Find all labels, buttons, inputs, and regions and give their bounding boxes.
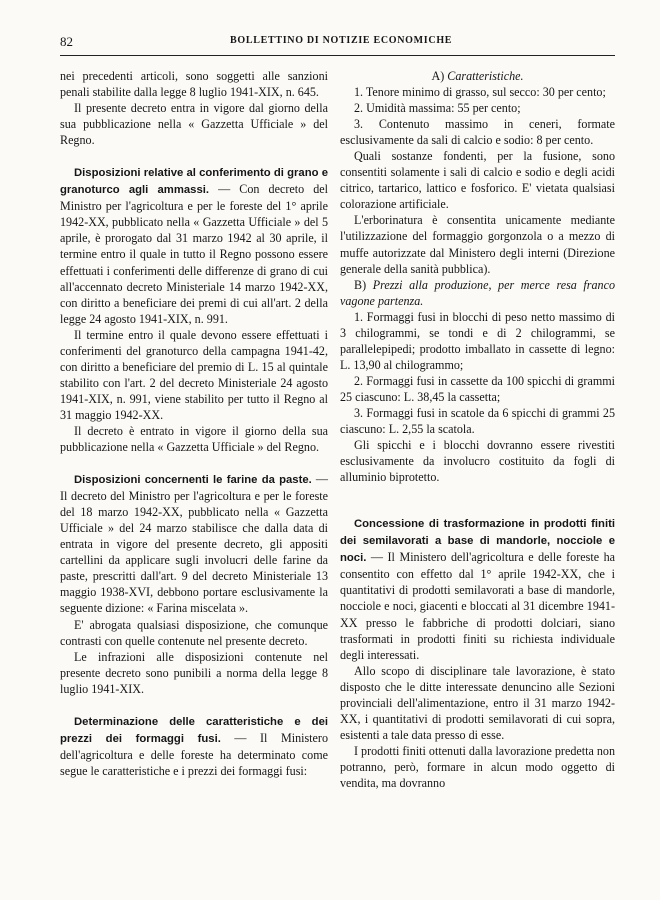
section-text: — Il Ministero dell'agricoltura e delle foreste ha consentito con effetto dal 1° aprile 1942-XX, che i quantitativi di prodotti semilavorati a base di mandorle, nocciole e noci, giacenti e bloccati al 31 dicembre 1941-XX presso le fabbriche di prodotti dolciari, siano trasformati in prodotti finiti su richiesta individuale degli interessati. xyxy=(340,550,615,662)
left-column xyxy=(60,68,328,779)
page-number: 82 xyxy=(60,34,73,49)
paragraph: L'erborinatura è consentita unicamente mediante l'utilizzazione del formaggio gorgonzola o a mezzo di muffe autorizzate dal Ministero degli interni (Direzione generale della sanità pubblica). xyxy=(340,213,615,276)
subheading-label: A) xyxy=(431,69,448,83)
section-grano xyxy=(60,164,328,326)
list-item: 2. Umidità massima: 55 per cento; xyxy=(354,101,521,116)
paragraph: Quali sostanze fondenti, per la fusione, sono consentiti solamente i sali di calcio e sodio e degli acidi citrico, tartarico, lattico e fosforico. E' vietata qualsiasi colorazione artificiale. xyxy=(340,149,615,212)
list-item: 1. Tenore minimo di grasso, sul secco: 30 per cento; xyxy=(354,85,606,100)
running-title: BOLLETTINO DI NOTIZIE ECONOMICHE xyxy=(230,35,453,46)
section-title: Concessione di trasformazione in prodotti finiti dei semilavorati a base di mandorle, nocciole e noci. xyxy=(340,518,615,565)
section-formaggi xyxy=(60,713,328,779)
subheading-label: B) xyxy=(354,277,373,292)
paragraph: Il presente decreto entra in vigore dal giorno della sua pubblicazione nella « Gazzetta Ufficiale » del Regno. xyxy=(60,101,328,148)
paragraph: E' abrogata qualsiasi disposizione, che comunque contrasti con quelle contenute nel presente decreto. xyxy=(60,617,328,648)
list-item: 3. Formaggi fusi in scatole da 6 spicchi di grammi 25 ciascuno: L. 2,55 la scatola. xyxy=(340,405,615,437)
subheading-prezzi xyxy=(340,277,615,309)
paragraph: Allo scopo di disciplinare tale lavorazione, è stato disposto che le ditte interessate denuncino alle Sezioni provinciali dell'alimentazione, entro il 31 marzo 1942-XX, i quantitativi di prodotti semilavorati di cui sopra, esistenti a tale data presso di esse. xyxy=(340,663,615,742)
list-item: 3. Contenuto massimo in ceneri, formate esclusivamente da sali di calcio e sodio: 8 per cento. xyxy=(340,117,615,148)
right-column xyxy=(340,68,615,791)
header-rule xyxy=(60,55,615,56)
paragraph: Gli spicchi e i blocchi dovranno essere rivestiti esclusivamente da involucro costituito da fogli di alluminio biprotetto. xyxy=(340,438,615,485)
subheading-caratteristiche xyxy=(340,68,615,84)
section-title: Determinazione delle caratteristiche e dei prezzi dei formaggi fusi. xyxy=(60,715,328,745)
page-header xyxy=(0,0,660,60)
section-text: — Il Ministero dell'agricoltura e delle foreste ha determinato come segue le caratteristiche e i prezzi dei formaggi fusi: xyxy=(60,730,328,778)
paragraph: I prodotti finiti ottenuti dalla lavorazione predetta non potranno, però, formare in alcun modo oggetto di vendita, ma dovranno xyxy=(340,743,615,790)
paragraph: Le infrazioni alle disposizioni contenute nel presente decreto sono punibili a norma della legge 8 luglio 1941-XIX. xyxy=(60,649,328,696)
section-farine xyxy=(60,471,328,616)
list-item: 2. Formaggi fusi in cassette da 100 spicchi di grammi 25 ciascuno: L. 38,45 la cassetta; xyxy=(340,373,615,404)
paragraph: nei precedenti articoli, sono soggetti alle sanzioni penali stabilite dalla legge 8 luglio 1941-XIX, n. 645. xyxy=(60,69,328,100)
section-title: Disposizioni concernenti le farine da paste. xyxy=(74,474,312,487)
subheading-title: Caratteristiche. xyxy=(447,69,524,83)
section-text: — Con decreto del Ministro per l'agricoltura e per le foreste del 1° aprile 1942-XX, pubblicato nella « Gazzetta Ufficiale » del 5 aprile, è prorogato dal 31 marzo 1942 al 30 aprile, il termine entro il quale in tutto il Regno possono essere effettuati i conferimenti delle differenze di grano di cui all'accennato decreto Ministeriale 14 marzo 1942-XX, con diritto a beneficiare dei premi di cui all'art. 2 della legge 24 agosto 1941-XIX, n. 991. xyxy=(60,182,328,326)
subheading-title: Prezzi alla produzione, per merce resa franco vagone partenza. xyxy=(340,277,615,308)
section-title: Disposizioni relative al conferimento di grano e granoturco agli ammassi. xyxy=(60,167,328,197)
section-text: — Il decreto del Ministro per l'agricoltura e per le foreste del 18 marzo 1942-XX, pubblicato nella « Gazzetta Ufficiale » del 24 marzo stabilisce che dalla data di entrata in vigore del presente decreto, gli appositi cartellini da applicare sugli involucri delle farine da paste, prescritti dall'art. 9 del decreto Ministeriale 13 maggio 1938-XVI, debbono portare esclusivamente la seguente dizione: « Farina miscelata ». xyxy=(60,472,328,616)
paragraph: Il termine entro il quale devono essere effettuati i conferimenti del granoturco della campagna 1941-42, con diritto a beneficiare del premio di L. 15 al quintale stabilito con l'art. 2 del decreto Ministeriale 24 agosto 1941-XIX, n. 991, viene stabilito per tutto il Regno al 31 maggio 1942-XX. xyxy=(60,327,328,422)
section-mandorle xyxy=(340,515,615,662)
list-item: 1. Formaggi fusi in blocchi di peso netto massimo di 3 chilogrammi, se tondi e di 2 chilogrammi, se parallelepipedi; prodotto imballato in cassette di legno: L. 13,90 al chilogrammo; xyxy=(340,309,615,372)
paragraph: Il decreto è entrato in vigore il giorno della sua pubblicazione nella « Gazzetta Ufficiale » del Regno. xyxy=(60,423,328,455)
